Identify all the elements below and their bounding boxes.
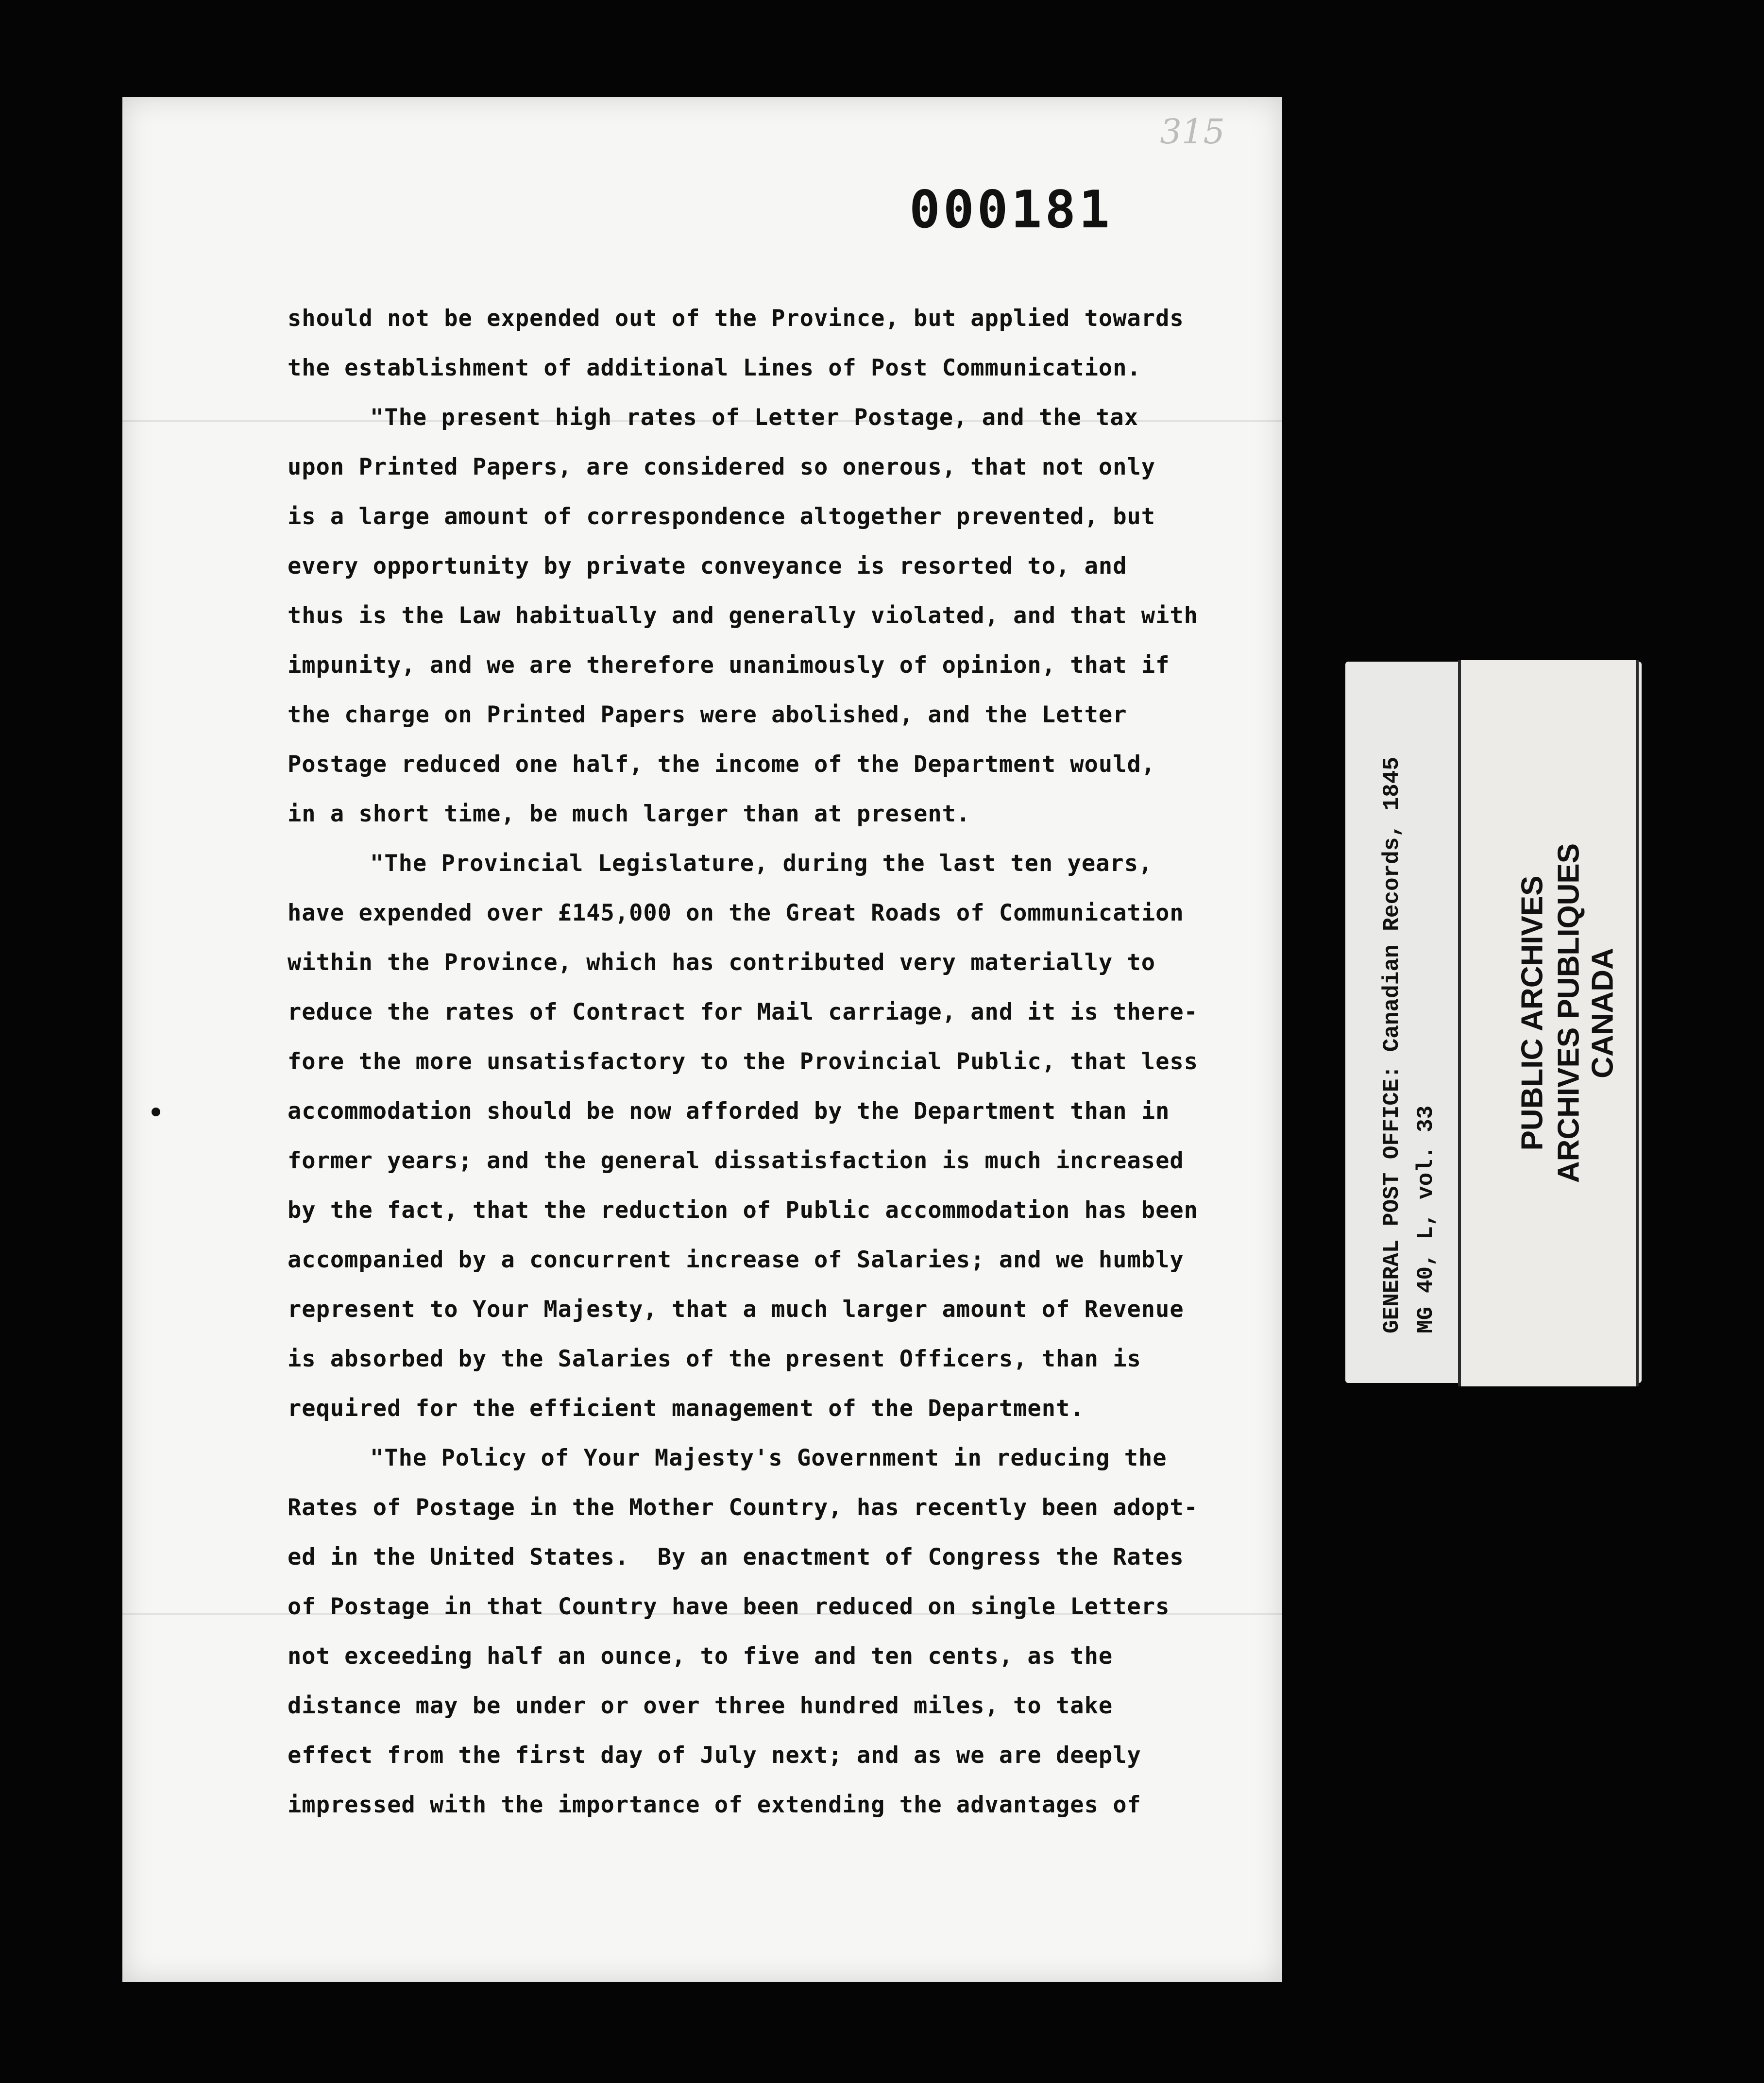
text-line: should not be expended out of the Province, but applied towards	[288, 305, 1184, 332]
text-line: every opportunity by private conveyance is resorted to, and	[288, 553, 1127, 580]
text-line: "The Policy of Your Majesty's Government in reducing the	[370, 1445, 1167, 1471]
text-line: within the Province, which has contributed very materially to	[288, 949, 1156, 976]
text-line: ed in the United States. By an enactment of Congress the Rates	[288, 1544, 1184, 1571]
text-line: fore the more unsatisfactory to the Provincial Public, that less	[288, 1048, 1198, 1075]
text-line: represent to Your Majesty, that a much larger amount of Revenue	[288, 1296, 1184, 1323]
archive-stamp-line-1: PUBLIC ARCHIVES	[1515, 875, 1549, 1151]
text-line: former years; and the general dissatisfaction is much increased	[288, 1147, 1184, 1174]
text-line: "The Provincial Legislature, during the last ten years,	[370, 850, 1153, 877]
text-line: have expended over £145,000 on the Great Roads of Communication	[288, 900, 1184, 926]
page-mark: 315	[1160, 112, 1225, 152]
text-line: not exceeding half an ounce, to five and ten cents, as the	[288, 1643, 1113, 1670]
text-line: the charge on Printed Papers were abolished, and the Letter	[288, 701, 1127, 728]
text-line: is a large amount of correspondence altogether prevented, but	[288, 503, 1156, 530]
text-line: upon Printed Papers, are considered so onerous, that not only	[288, 454, 1156, 480]
text-line: Postage reduced one half, the income of the Department would,	[288, 751, 1156, 778]
text-line: accommodation should be now afforded by the Department than in	[288, 1098, 1170, 1125]
text-line: effect from the first day of July next; and as we are deeply	[288, 1742, 1141, 1769]
text-line: required for the efficient management of the Department.	[288, 1395, 1085, 1422]
text-line: reduce the rates of Contract for Mail carriage, and it is there-	[288, 999, 1198, 1025]
text-line: distance may be under or over three hundred miles, to take	[288, 1692, 1113, 1719]
text-line: "The present high rates of Letter Postage, and the tax	[370, 404, 1139, 431]
text-line: accompanied by a concurrent increase of Salaries; and we humbly	[288, 1246, 1184, 1273]
text-line: impunity, and we are therefore unanimously of opinion, that if	[288, 652, 1170, 679]
text-line: thus is the Law habitually and generally violated, and that with	[288, 602, 1198, 629]
text-line: is absorbed by the Salaries of the present Officers, than is	[288, 1346, 1141, 1372]
letter-body	[288, 294, 1375, 1830]
document-number: 000181	[909, 180, 1113, 239]
archive-stamp-line-3: CANADA	[1586, 948, 1620, 1078]
text-line: of Postage in that Country have been reduced on single Letters	[288, 1593, 1170, 1620]
label-record-title: GENERAL POST OFFICE: Canadian Records, 1845	[1379, 757, 1405, 1333]
text-line: Rates of Postage in the Mother Country, has recently been adopt-	[288, 1494, 1198, 1521]
archive-stamp-line-2: ARCHIVES PUBLIQUES	[1552, 843, 1586, 1183]
ink-mark	[152, 1108, 160, 1116]
text-line: by the fact, that the reduction of Public accommodation has been	[288, 1197, 1198, 1224]
text-line: in a short time, be much larger than at present.	[288, 801, 971, 827]
label-record-volume: MG 40, L, vol. 33	[1413, 1105, 1439, 1333]
text-line: the establishment of additional Lines of Post Communication.	[288, 355, 1141, 381]
document-page	[122, 97, 1282, 1982]
text-line: impressed with the importance of extending the advantages of	[288, 1792, 1141, 1818]
archive-stamp	[1491, 843, 1620, 1195]
